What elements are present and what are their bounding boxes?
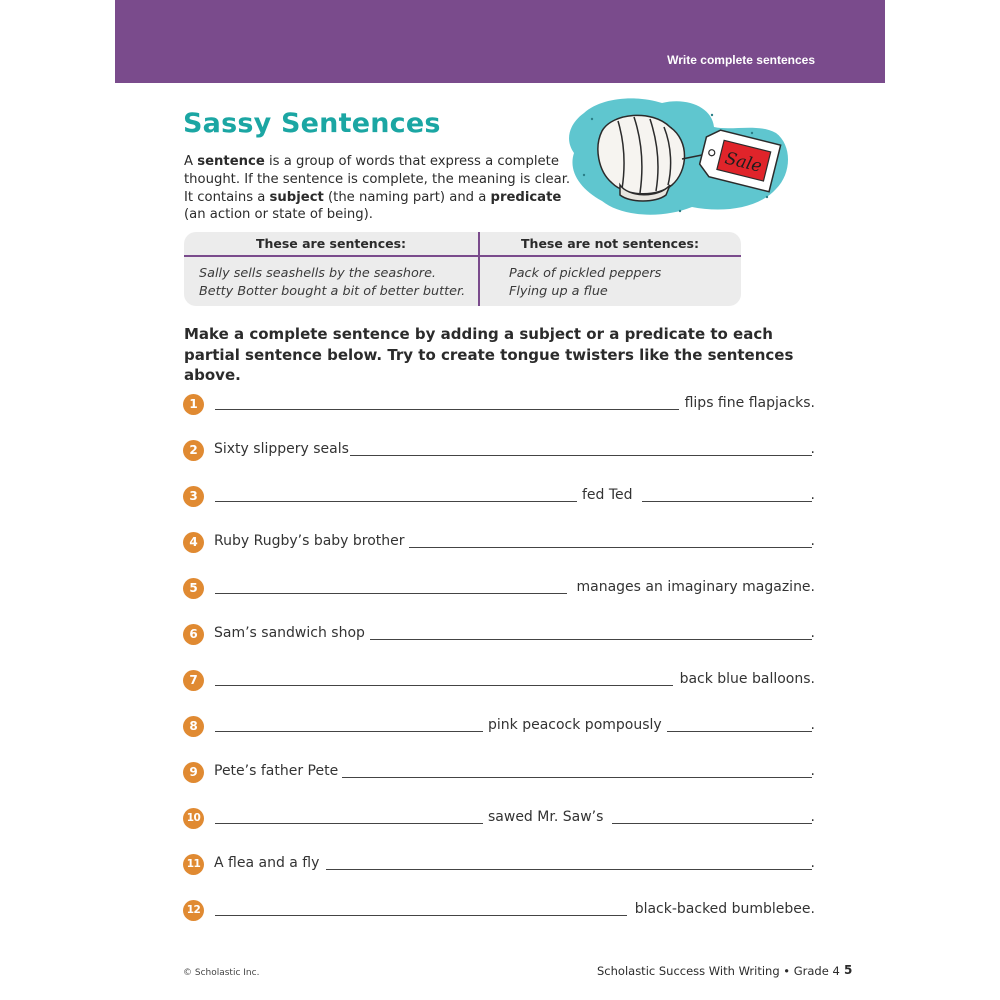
intro-text: A <box>184 154 198 169</box>
exercise-text: Pete’s father Pete <box>214 763 339 779</box>
period: . <box>810 763 815 779</box>
number-badge: 4 <box>183 532 204 553</box>
sale-tag-text: Sale <box>722 148 764 177</box>
exercise-row <box>183 578 815 600</box>
number-badge: 12 <box>183 900 204 921</box>
answer-blank[interactable] <box>215 409 679 410</box>
number-badge: 8 <box>183 716 204 737</box>
number-badge: 9 <box>183 762 204 783</box>
period: . <box>810 625 815 641</box>
answer-blank[interactable] <box>342 777 812 778</box>
term-predicate: predicate <box>490 189 562 205</box>
non-sentences-column <box>479 232 741 306</box>
number-badge: 7 <box>183 670 204 691</box>
topic-label: Write complete sentences <box>667 53 815 67</box>
sentences-header: These are sentences: <box>255 236 407 251</box>
exercise-text: sawed Mr. Saw’s <box>488 809 604 825</box>
exercise-row <box>183 900 815 922</box>
answer-blank[interactable] <box>215 823 483 824</box>
number-badge: 2 <box>183 440 204 461</box>
non-sentence-example: Pack of pickled peppers <box>509 266 662 281</box>
exercise-text: pink peacock pompously <box>488 717 662 733</box>
exercise-text: A flea and a fly <box>214 855 320 871</box>
exercise-row <box>183 624 815 646</box>
exercise-text: manages an imaginary magazine. <box>576 579 815 595</box>
answer-blank[interactable] <box>667 731 812 732</box>
intro-paragraph <box>184 153 574 224</box>
answer-blank[interactable] <box>215 915 627 916</box>
term-subject: subject <box>269 189 324 205</box>
number-badge: 6 <box>183 624 204 645</box>
page-number: 5 <box>844 963 853 977</box>
exercise-text: Sam’s sandwich shop <box>214 625 365 641</box>
number-badge: 1 <box>183 394 204 415</box>
copyright: © Scholastic Inc. <box>183 968 260 978</box>
instructions: Make a complete sentence by adding a subject or a predicate to each partial sentence below. Try to create tongue twisters like the sentences above. <box>184 325 794 384</box>
header-banner <box>115 0 885 83</box>
intro-text: is a group of words that express a complete thought. If the sentence is complete, the meaning is clear. It contains a <box>184 154 571 205</box>
exercise-text: fed Ted <box>582 487 633 503</box>
exercise-row <box>183 440 815 462</box>
number-badge: 11 <box>183 854 204 875</box>
period: . <box>810 533 815 549</box>
answer-blank[interactable] <box>215 593 567 594</box>
answer-blank[interactable] <box>642 501 812 502</box>
examples-table <box>184 232 741 306</box>
period: . <box>810 487 815 503</box>
exercise-text: flips fine flapjacks. <box>684 395 815 411</box>
intro-text: (an action or state of being). <box>184 207 373 223</box>
exercise-row <box>183 716 815 738</box>
non-sentences-header: These are not sentences: <box>521 236 699 251</box>
sentence-example: Sally sells seashells by the seashore. <box>199 266 437 281</box>
sentences-column <box>184 232 478 306</box>
answer-blank[interactable] <box>409 547 812 548</box>
answer-blank[interactable] <box>326 869 812 870</box>
exercise-row <box>183 854 815 876</box>
seashell-sale-tag-icon <box>562 93 794 223</box>
non-sentence-example: Flying up a flue <box>509 284 608 299</box>
exercise-text: back blue balloons. <box>679 671 815 687</box>
exercise-row <box>183 670 815 692</box>
exercise-text: black-backed bumblebee. <box>634 901 815 917</box>
period: . <box>810 855 815 871</box>
period: . <box>810 717 815 733</box>
intro-text: (the naming part) and a <box>323 189 491 205</box>
number-badge: 10 <box>183 808 204 829</box>
sentence-example: Betty Botter bought a bit of better butter. <box>199 284 466 299</box>
answer-blank[interactable] <box>215 501 577 502</box>
series-title: Scholastic Success With Writing • Grade 4 <box>597 964 840 978</box>
exercise-row <box>183 762 815 784</box>
number-badge: 3 <box>183 486 204 507</box>
period: . <box>810 441 815 457</box>
exercise-text: Sixty slippery seals <box>214 441 349 457</box>
answer-blank[interactable] <box>370 639 812 640</box>
term-sentence: sentence <box>197 154 265 169</box>
answer-blank[interactable] <box>215 731 483 732</box>
exercise-row <box>183 532 815 554</box>
page-title: Sassy Sentences <box>183 108 441 139</box>
answer-blank[interactable] <box>350 455 812 456</box>
answer-blank[interactable] <box>612 823 812 824</box>
number-badge: 5 <box>183 578 204 599</box>
period: . <box>810 809 815 825</box>
answer-blank[interactable] <box>215 685 673 686</box>
exercise-text: Ruby Rugby’s baby brother <box>214 533 405 549</box>
exercise-row <box>183 808 815 830</box>
exercise-row <box>183 486 815 508</box>
exercise-row <box>183 394 815 416</box>
